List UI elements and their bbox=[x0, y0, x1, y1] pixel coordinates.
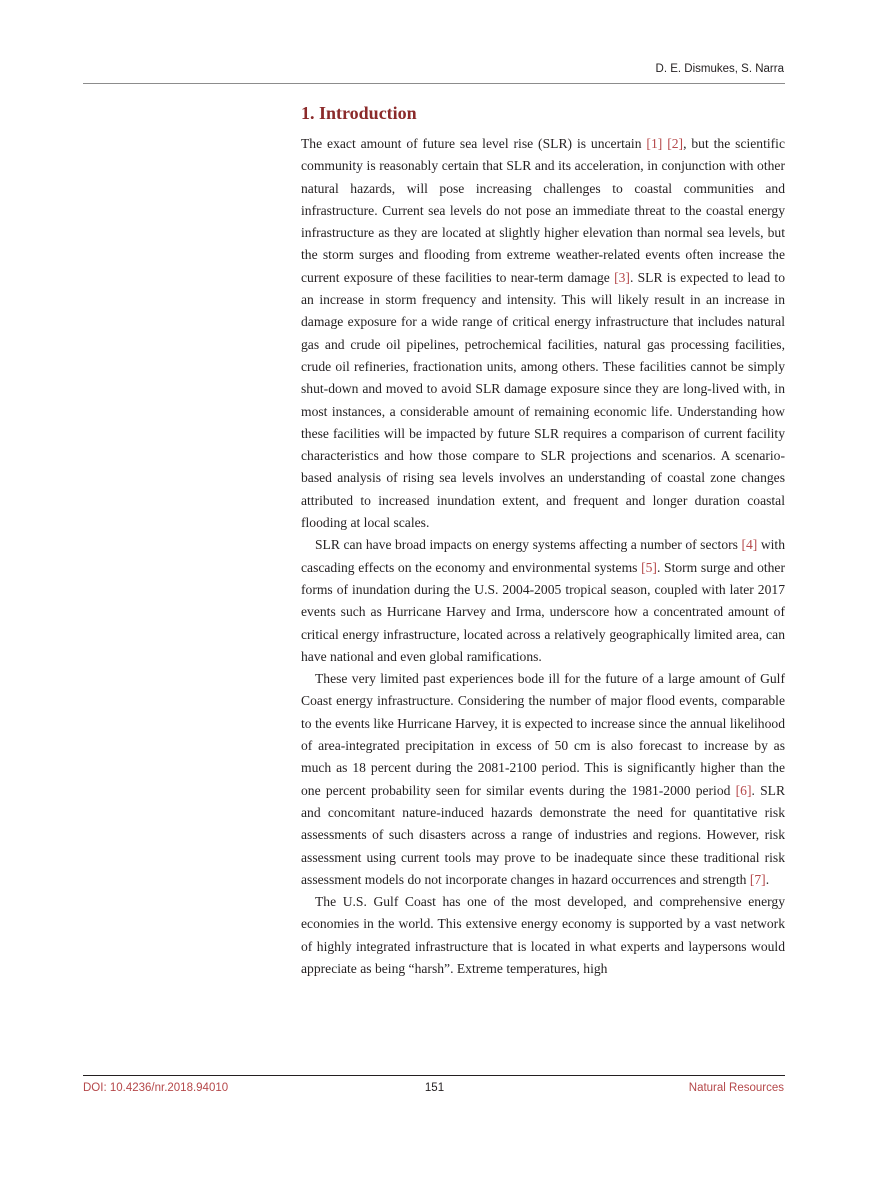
running-header-authors: D. E. Dismukes, S. Narra bbox=[655, 63, 784, 75]
paragraph-text: . bbox=[765, 871, 770, 887]
paragraph-text: The U.S. Gulf Coast has one of the most developed, and comprehensive energy economies in the world. This extensive energy economy is supported by a vast network of highly integrated infrastructure that is located in what experts and laypersons would appreciate as being “harsh”. Extreme temperatures, high bbox=[301, 894, 785, 976]
footer-divider bbox=[83, 1075, 785, 1076]
citation-link[interactable]: [1] bbox=[646, 136, 663, 151]
citation-link[interactable]: [4] bbox=[741, 537, 758, 553]
citation-link[interactable]: [5] bbox=[641, 559, 657, 575]
citation-link[interactable]: [2] bbox=[667, 136, 684, 151]
paragraph-text: SLR can have broad impacts on energy systems affecting a number of sectors bbox=[315, 537, 742, 553]
paragraph-text: These very limited past experiences bode ill for the future of a large amount of Gulf Coast energy infrastructure. Considering the number of major flood events, comparable to the events like Hurricane Harvey, it is expected to increase since the annual likelihood of area-integrated precipitation in excess of 50 cm is also forecast to increase by as much as 18 percent during the 2081-2100 period. This is significantly higher than the one percent probability seen for similar events during the 1981-2000 period bbox=[301, 671, 785, 798]
header-divider bbox=[83, 83, 785, 84]
paragraph-text: The exact amount of future sea level rise (SLR) is uncertain bbox=[301, 136, 647, 151]
paragraph-1 bbox=[301, 133, 785, 534]
footer-doi-link[interactable]: DOI: 10.4236/nr.2018.94010 bbox=[83, 1082, 229, 1094]
paragraph-text: . Storm surge and other forms of inundation during the U.S. 2004-2005 tropical season, coupled with later 2017 events such as Hurricane Harvey and Irma, underscore how a concentrated amount of critical energy infrastructure, located across a relatively geographically limited area, can have national and even global ramifications. bbox=[301, 559, 785, 664]
paragraph-text: , but the scientific community is reasonably certain that SLR and its acceleration, in conjunction with other natural hazards, will pose increasing challenges to coastal communities and infrastructure. Current sea levels do not pose an immediate threat to the coastal energy infrastructure as they are located at slightly higher elevation than normal sea levels, but the storm surges and flooding from extreme weather-related events often increase the current exposure of these facilities to near-term damage bbox=[301, 136, 785, 285]
citation-link[interactable]: [6] bbox=[735, 782, 752, 798]
footer-journal-name: Natural Resources bbox=[688, 1082, 784, 1094]
paragraph-text: . SLR and concomitant nature-induced hazards demonstrate the need for quantitative risk assessments of such disasters across a range of industries and regions. However, risk assessment using current tools may prove to be inadequate since these traditional risk assessment models do not incorporate changes in hazard occurrences and strength bbox=[301, 782, 786, 887]
paragraph-2 bbox=[301, 534, 785, 668]
paragraph-text: . SLR is expected to lead to an increase in storm frequency and intensity. This will likely result in an increase in damage exposure for a wide range of critical energy infrastructure that includes natural gas and crude oil pipelines, petrochemical facilities, natural gas processing facilities, crude oil refineries, fractionation units, among others. These facilities cannot be simply shut-down and moved to avoid SLR damage exposure since they are long-lived with, in most instances, a considerable amount of remaining economic life. Understanding how these facilities will be impacted by future SLR requires a comparison of current facility characteristics and how those compare to SLR projections and scenarios. A scenario-based analysis of rising sea levels involves an understanding of coastal zone changes attributed to increased inundation extent, and frequent and longer duration coastal flooding at local scales. bbox=[301, 269, 785, 531]
body-text bbox=[301, 133, 785, 980]
page-number: 151 bbox=[424, 1082, 445, 1094]
citation-link[interactable]: [7] bbox=[749, 871, 766, 887]
paragraph-4 bbox=[301, 891, 785, 980]
paragraph-3 bbox=[301, 668, 785, 891]
citation-link[interactable]: [3] bbox=[614, 269, 630, 285]
section-heading: 1. Introduction bbox=[301, 103, 417, 123]
paragraph-text: with cascading effects on the economy and environmental systems bbox=[301, 537, 785, 575]
